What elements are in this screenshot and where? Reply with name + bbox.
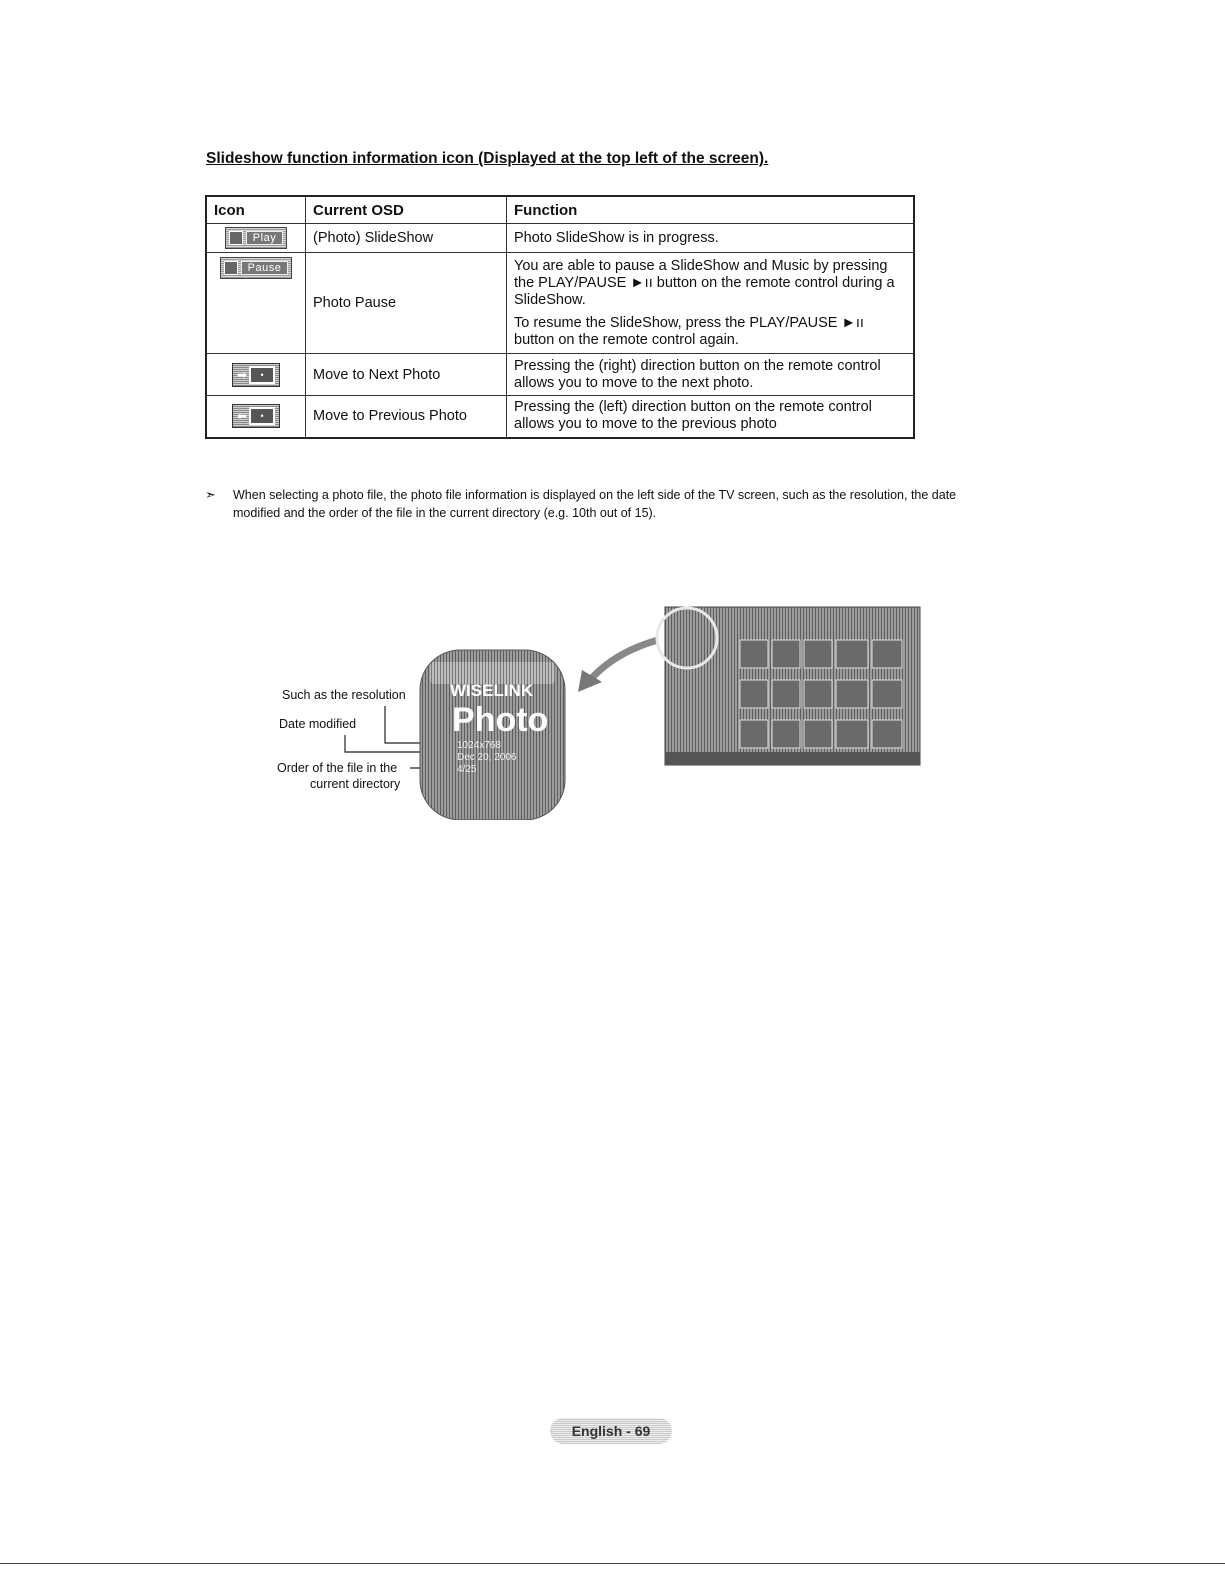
play-label: Play	[246, 231, 283, 245]
function-cell	[507, 253, 915, 354]
tv-screen-thumbnail	[657, 607, 920, 765]
function-cell	[507, 354, 915, 396]
function-text: Photo SlideShow is in progress.	[514, 229, 719, 246]
function-text: Pressing the (right) direction button on the remote control allows you to move to the next photo.	[514, 357, 881, 391]
badge-title-text: Photo	[452, 701, 549, 739]
function-cell	[507, 224, 915, 253]
right-arrow-icon: ➡	[236, 367, 248, 382]
caption-date-modified: Date modified	[279, 717, 357, 731]
caption-order-line1: Order of the file in the	[277, 761, 398, 775]
table-row	[206, 224, 914, 253]
photo-square-icon	[224, 261, 238, 275]
table-row	[206, 396, 914, 438]
header-icon: Icon	[206, 196, 306, 224]
caption-resolution: Such as the resolution	[282, 688, 406, 702]
osd-cell: Move to Previous Photo	[306, 396, 507, 438]
badge-info-resolution: 1024x768	[457, 740, 501, 751]
info-note	[205, 486, 993, 522]
next-photo-icon	[232, 363, 280, 387]
left-arrow-icon: ⬅	[236, 409, 248, 424]
osd-cell: Photo Pause	[306, 253, 507, 354]
osd-cell: Move to Next Photo	[306, 354, 507, 396]
pause-osd-icon	[220, 257, 293, 279]
wiselink-badge	[420, 650, 565, 820]
pointer-arrow-icon	[578, 640, 658, 692]
photo-frame-icon: •	[249, 407, 275, 425]
table-row	[206, 253, 914, 354]
photo-square-icon	[229, 231, 243, 245]
icon-cell	[206, 224, 306, 253]
photo-info-diagram	[260, 600, 940, 820]
function-cell	[507, 396, 915, 438]
diagram-graphics	[260, 600, 940, 820]
table-header-row	[206, 196, 914, 224]
table-row	[206, 354, 914, 396]
caption-order-line2: current directory	[310, 777, 401, 791]
osd-cell: (Photo) SlideShow	[306, 224, 507, 253]
previous-photo-icon	[232, 404, 280, 428]
header-function: Function	[507, 196, 915, 224]
bottom-rule	[0, 1563, 1225, 1564]
badge-info-order: 4/25	[457, 764, 477, 775]
slideshow-icon-table	[205, 195, 915, 439]
function-text: Pressing the (left) direction button on the remote control allows you to move to the previous photo	[514, 399, 872, 433]
function-text: To resume the SlideShow, press the PLAY/PAUSE ►ıı button on the remote control again.	[514, 315, 864, 348]
badge-info-date: Dec 20, 2006	[457, 752, 517, 763]
page-heading: Slideshow function information icon (Displayed at the top left of the screen).	[206, 150, 769, 167]
function-text: You are able to pause a SlideShow and Music by pressing the PLAY/PAUSE ►ıı button on the remote control during a SlideShow.	[514, 258, 895, 308]
note-arrow-icon: ➣	[205, 487, 216, 502]
note-text: When selecting a photo file, the photo file information is displayed on the left side of the TV screen, such as the resolution, the date modified and the order of the file in the current directory (e.g. 10th out of 15).	[233, 488, 957, 520]
photo-frame-icon: •	[249, 366, 275, 384]
play-osd-icon	[225, 227, 287, 249]
icon-cell	[206, 396, 306, 438]
pause-label: Pause	[241, 261, 289, 275]
icon-cell	[206, 253, 306, 354]
page-number-badge: English - 69	[550, 1418, 672, 1444]
badge-brand-text: WISELINK	[450, 681, 534, 700]
header-current-osd: Current OSD	[306, 196, 507, 224]
icon-cell	[206, 354, 306, 396]
